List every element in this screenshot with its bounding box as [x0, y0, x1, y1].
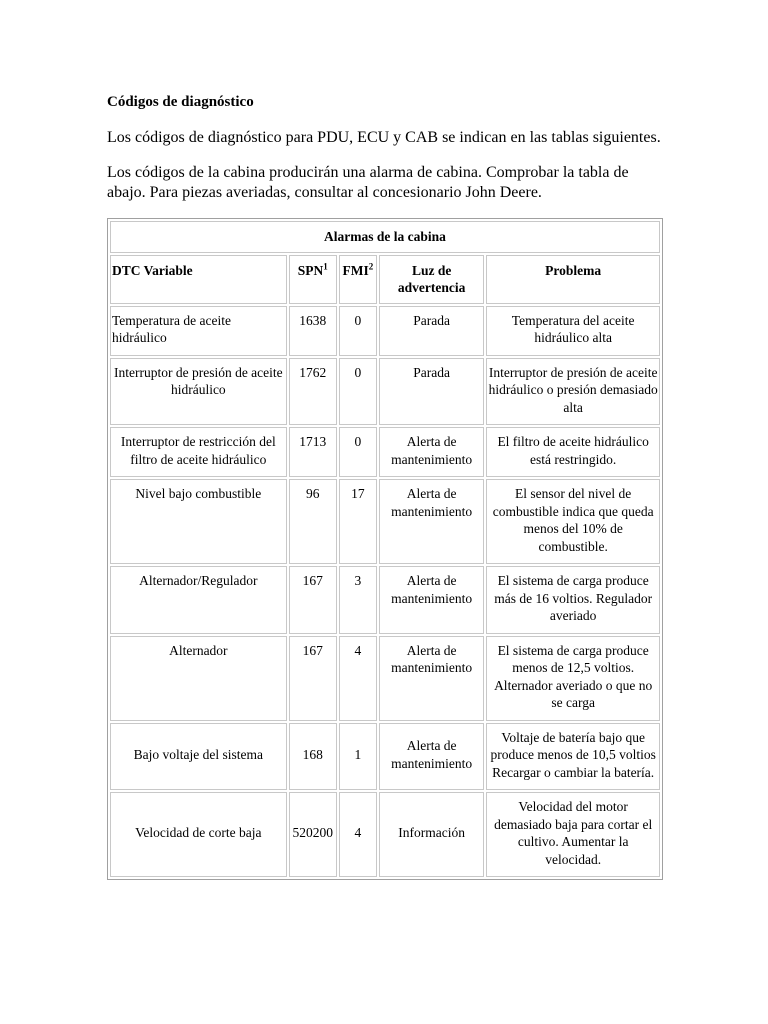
header-luz: Luz de advertencia: [379, 255, 484, 304]
cell-luz: Alerta de mantenimiento: [379, 636, 484, 721]
cell-spn: 1762: [289, 358, 337, 426]
header-dtc: DTC Variable: [110, 255, 287, 304]
cell-problema: Voltaje de batería bajo que produce menos de 10,5 voltios Recargar o cambiar la batería.: [486, 723, 660, 791]
cell-problema: El sensor del nivel de combustible indica que queda menos del 10% de combustible.: [486, 479, 660, 564]
table-row: [110, 792, 660, 877]
cell-problema: Temperatura del aceite hidráulico alta: [486, 306, 660, 356]
cell-dtc: Interruptor de restricción del filtro de aceite hidráulico: [110, 427, 287, 477]
cell-spn: 167: [289, 636, 337, 721]
header-spn-label: SPN: [297, 262, 324, 278]
page-title: Códigos de diagnóstico: [107, 94, 254, 110]
table-caption-row: [110, 221, 660, 253]
cell-spn: 96: [289, 479, 337, 564]
cell-spn: 167: [289, 566, 337, 634]
cell-problema: Interruptor de presión de aceite hidráulico o presión demasiado alta: [486, 358, 660, 426]
cell-fmi: 4: [339, 792, 377, 877]
cell-fmi: 3: [339, 566, 377, 634]
cell-luz: Alerta de mantenimiento: [379, 479, 484, 564]
header-problema: Problema: [486, 255, 660, 304]
cell-spn: 168: [289, 723, 337, 791]
cell-problema: El filtro de aceite hidráulico está restringido.: [486, 427, 660, 477]
cell-spn: 1638: [289, 306, 337, 356]
table-row: [110, 636, 660, 721]
cell-spn: 1713: [289, 427, 337, 477]
cell-dtc: Temperatura de aceite hidráulico: [110, 306, 287, 356]
table-caption: Alarmas de la cabina: [110, 221, 660, 253]
cell-dtc: Nivel bajo combustible: [110, 479, 287, 564]
cell-problema: El sistema de carga produce menos de 12,5 voltios. Alternador averiado o que no se carga: [486, 636, 660, 721]
cell-spn: 520200: [289, 792, 337, 877]
cell-luz: Información: [379, 792, 484, 877]
cell-dtc: Alternador: [110, 636, 287, 721]
cabin-alarm-paragraph: Los códigos de la cabina producirán una alarma de cabina. Comprobar la tabla de abajo. Para piezas averiadas, consultar al concesionario John Deere.: [107, 164, 629, 201]
table-row: [110, 427, 660, 477]
cell-luz: Alerta de mantenimiento: [379, 566, 484, 634]
table-row: [110, 358, 660, 426]
table-row: [110, 566, 660, 634]
document-page: [107, 92, 667, 880]
cell-luz: Parada: [379, 306, 484, 356]
cell-luz: Alerta de mantenimiento: [379, 427, 484, 477]
table-row: [110, 306, 660, 356]
cell-dtc: Interruptor de presión de aceite hidráulico: [110, 358, 287, 426]
cell-fmi: 0: [339, 306, 377, 356]
cell-dtc: Bajo voltaje del sistema: [110, 723, 287, 791]
header-spn: [289, 255, 337, 304]
cell-dtc: Velocidad de corte baja: [110, 792, 287, 877]
table-row: [110, 723, 660, 791]
cabin-alarms-table: [107, 218, 663, 880]
cell-fmi: 17: [339, 479, 377, 564]
cell-fmi: 0: [339, 427, 377, 477]
intro-paragraph: Los códigos de diagnóstico para PDU, ECU y CAB se indican en las tablas siguientes.: [107, 129, 661, 146]
cell-fmi: 4: [339, 636, 377, 721]
cell-luz: Alerta de mantenimiento: [379, 723, 484, 791]
table-header-row: [110, 255, 660, 304]
header-fmi-label: FMI: [342, 262, 369, 278]
cell-dtc: Alternador/Regulador: [110, 566, 287, 634]
header-fmi: [339, 255, 377, 304]
header-fmi-footnote: 2: [368, 261, 374, 271]
cell-problema: Velocidad del motor demasiado baja para cortar el cultivo. Aumentar la velocidad.: [486, 792, 660, 877]
table-row: [110, 479, 660, 564]
cell-fmi: 1: [339, 723, 377, 791]
cell-fmi: 0: [339, 358, 377, 426]
cell-problema: El sistema de carga produce más de 16 voltios. Regulador averiado: [486, 566, 660, 634]
header-spn-footnote: 1: [323, 261, 328, 271]
cell-luz: Parada: [379, 358, 484, 426]
